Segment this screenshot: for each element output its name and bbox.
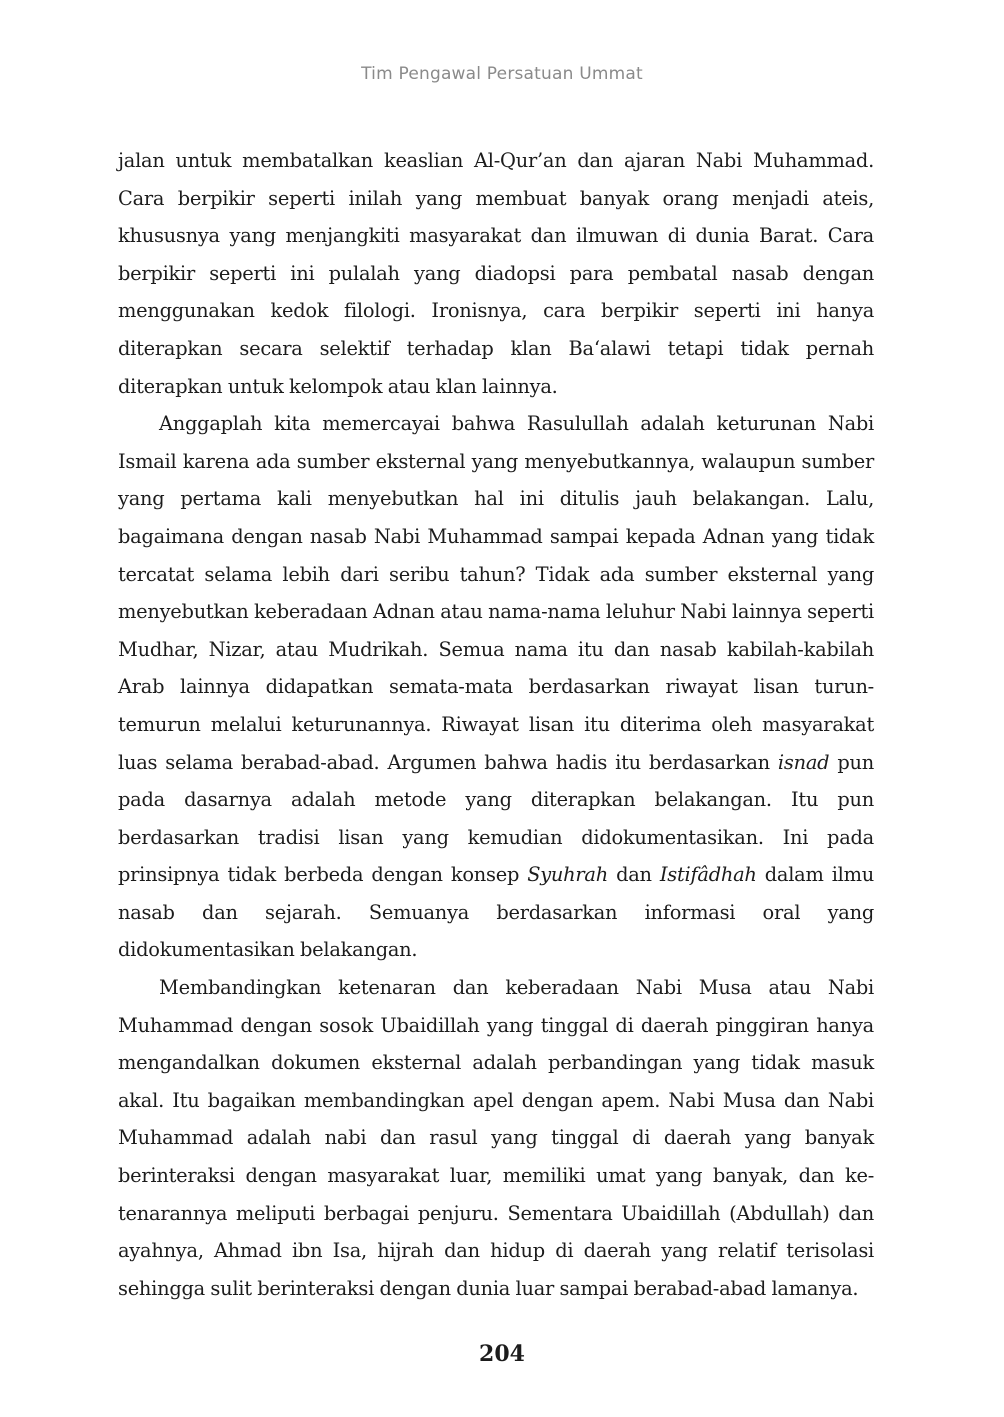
paragraph-2-part-a: Anggaplah kita memercayai bahwa Rasulullah adalah keturunan Nabi Ismail karena ada sumber eksternal yang menyebutkannya, walaupun sumber yang pertama kali menyebutkan hal ini ditulis jauh belakangan. Lalu, bagaimana dengan nasab Nabi Muhammad sampai kepada Adnan yang tidak tercatat selama lebih dari seribu tahun? Tidak ada sumber eksternal yang menyebutkan keberadaan Adnan atau nama-nama leluhur Nabi lainnya seperti Mudhar, Nizar, atau Mudrikah. Semua nama itu dan nasab kabilah-kabilah Arab lainnya didapatkan semata-mata berdasarkan riwayat lisan turun-temurun melalui keturunannya. Riwayat lisan itu diterima oleh masyarakat luas selama berabad-abad. Argumen bahwa hadis itu berdasarkan (118, 412, 874, 774)
paragraph-2-part-d: dalam ilmu nasab dan sejarah. Semuanya berdasarkan informasi oral yang didokumentasikan belakangan. (118, 863, 874, 962)
running-header: Tim Pengawal Persatuan Ummat (361, 64, 643, 84)
term-istifadhah: Istifâdhah (659, 863, 757, 887)
body-text (118, 142, 874, 1307)
paragraph-1: jalan untuk membatalkan keaslian Al-Qur’an dan ajaran Nabi Muhammad. Cara berpikir seperti inilah yang membuat banyak orang menjadi ateis, khususnya yang menjangkiti masyarakat dan ilmuwan di dunia Barat. Cara berpikir seperti ini pulalah yang diadopsi para pembatal nasab dengan menggunakan kedok filologi. Ironisnya, cara berpikir seperti ini hanya diterapkan secara selektif terhadap klan Ba‘alawi tetapi tidak pernah diterapkan untuk kelompok atau klan lainnya. (118, 149, 874, 398)
page-number: 204 (479, 1341, 525, 1367)
paragraph-2-part-c: dan (607, 863, 660, 887)
term-syuhrah: Syuhrah (527, 863, 608, 887)
paragraph-2-part-b: pun pada dasarnya adalah metode yang diterapkan belakangan. Itu pun berdasarkan tradisi lisan yang kemudian didokumentasikan. Ini pada prinsipnya tidak berbeda dengan konsep (118, 750, 874, 887)
paragraph-3: Membandingkan ketenaran dan keberadaan Nabi Musa atau Nabi Muhammad dengan sosok Ubaidillah yang tinggal di daerah pinggiran hanya mengandalkan dokumen eksternal adalah perbandingan yang tidak masuk akal. Itu bagaikan membandingkan apel dengan apem. Nabi Musa dan Nabi Muhammad adalah nabi dan rasul yang tinggal di daerah yang banyak berinteraksi dengan masyarakat luar, memiliki umat yang banyak, dan ke-tenarannya meliputi berbagai penjuru. Sementara Ubaidillah (Abdullah) dan ayahnya, Ahmad ibn Isa, hijrah dan hidup di daerah yang relatif terisolasi sehingga sulit berinteraksi dengan dunia luar sampai berabad-abad lamanya. (118, 976, 874, 1300)
paragraph-2 (118, 405, 874, 969)
term-isnad: isnad (777, 750, 830, 774)
